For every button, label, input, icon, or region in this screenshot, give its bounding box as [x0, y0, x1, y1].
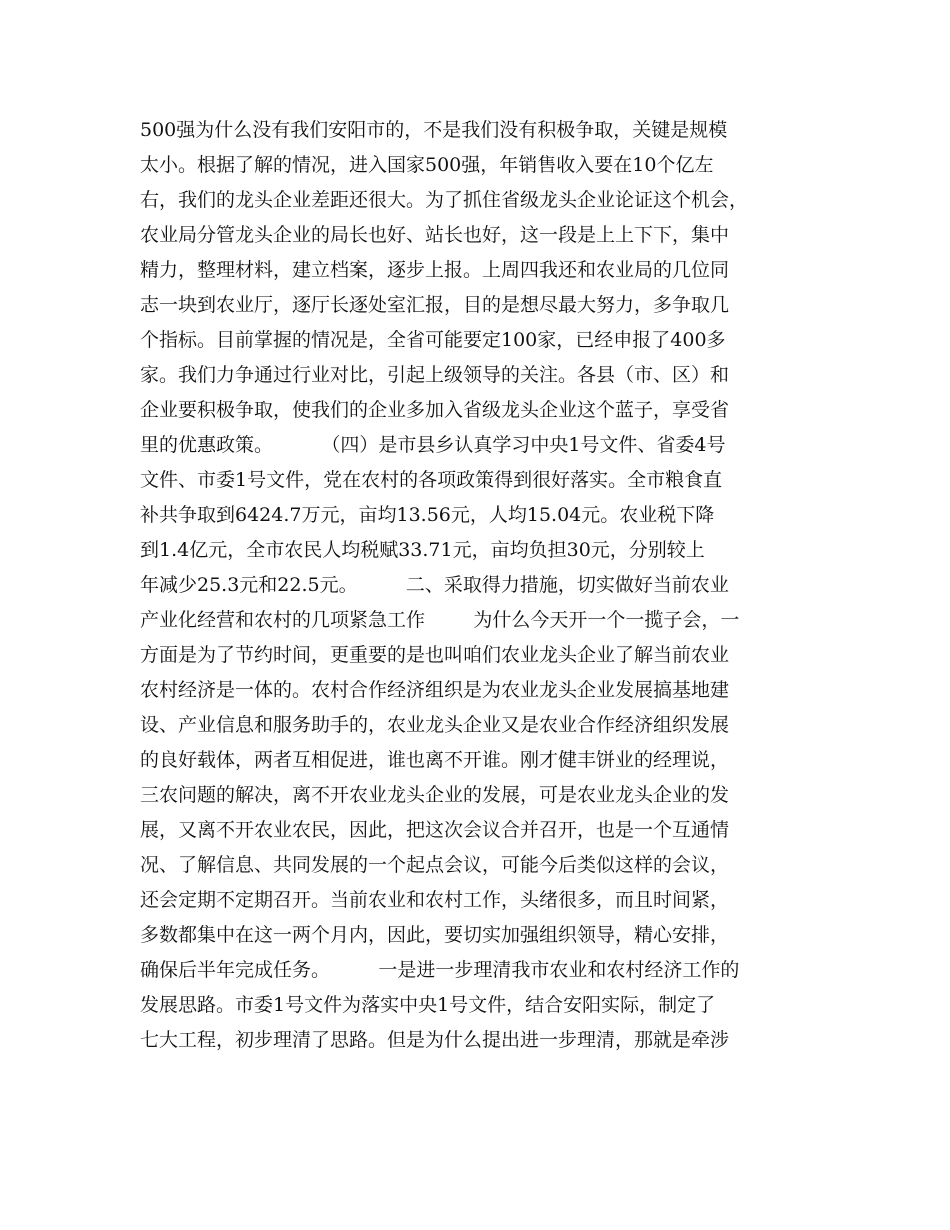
- text-line: 方面是为了节约时间，更重要的是也叫咱们农业龙头企业了解当前农业: [140, 644, 730, 666]
- text-line: 年减少25.3元和22.5元。 二、采取得力措施，切实做好当前农业: [140, 574, 729, 596]
- text-line: 还会定期不定期召开。当前农业和农村工作，头绪很多，而且时间紧，: [140, 889, 730, 911]
- text-line: 补共争取到6424.7万元，亩均13.56元，人均15.04元。农业税下降: [140, 504, 715, 526]
- text-line: 500强为什么没有我们安阳市的，不是我们没有积极争取，关键是规模: [140, 119, 728, 141]
- text-line: 七大工程，初步理清了思路。但是为什么提出进一步理清，那就是牵涉: [140, 1029, 730, 1051]
- text-line: 的良好载体，两者互相促进，谁也离不开谁。刚才健丰饼业的经理说，: [140, 749, 730, 771]
- text-line: 志一块到农业厅，逐厅长逐处室汇报，目的是想尽最大努力，多争取几: [140, 294, 730, 316]
- text-line: 右，我们的龙头企业差距还很大。为了抓住省级龙头企业论证这个机会，: [140, 189, 749, 211]
- text-line: 企业要积极争取，使我们的企业多加入省级龙头企业这个蓝子，享受省: [140, 399, 730, 421]
- text-line: 展，又离不开农业农民，因此，把这次会议合并召开，也是一个互通情: [140, 819, 730, 841]
- text-line: 太小。根据了解的情况，进入国家500强，年销售收入要在10个亿左: [140, 154, 714, 176]
- text-line: 况、了解信息、共同发展的一个起点会议，可能今后类似这样的会议，: [140, 854, 730, 876]
- text-line: 多数都集中在这一两个月内，因此，要切实加强组织领导，精心安排，: [140, 924, 730, 946]
- text-line: 精力，整理材料，建立档案，逐步上报。上周四我还和农业局的几位同: [140, 259, 730, 281]
- text-line: 设、产业信息和服务助手的，农业龙头企业又是农业合作经济组织发展: [140, 714, 730, 736]
- text-line: 到1.4亿元，全市农民人均税赋33.71元，亩均负担30元，分别较上: [140, 539, 705, 561]
- text-line: 家。我们力争通过行业对比，引起上级领导的关注。各县（市、区）和: [140, 364, 730, 386]
- body-text: [140, 113, 820, 1058]
- text-line: 发展思路。市委1号文件为落实中央1号文件，结合安阳实际，制定了: [140, 994, 716, 1016]
- text-line: 文件、市委1号文件，党在农村的各项政策得到很好落实。全市粮食直: [140, 469, 723, 491]
- text-line: 个指标。目前掌握的情况是，全省可能要定100家，已经申报了400多: [140, 329, 726, 351]
- text-line: 产业化经营和农村的几项紧急工作 为什么今天开一个一揽子会，一: [140, 609, 740, 631]
- text-line: 确保后半年完成任务。 一是进一步理清我市农业和农村经济工作的: [140, 959, 740, 981]
- text-line: 农村经济是一体的。农村合作经济组织是为农业龙头企业发展搞基地建: [140, 679, 730, 701]
- text-line: 里的优惠政策。 （四）是市县乡认真学习中央1号文件、省委4号: [140, 434, 726, 456]
- text-line: 三农问题的解决，离不开农业龙头企业的发展，可是农业龙头企业的发: [140, 784, 730, 806]
- text-line: 农业局分管龙头企业的局长也好、站长也好，这一段是上上下下，集中: [140, 224, 730, 246]
